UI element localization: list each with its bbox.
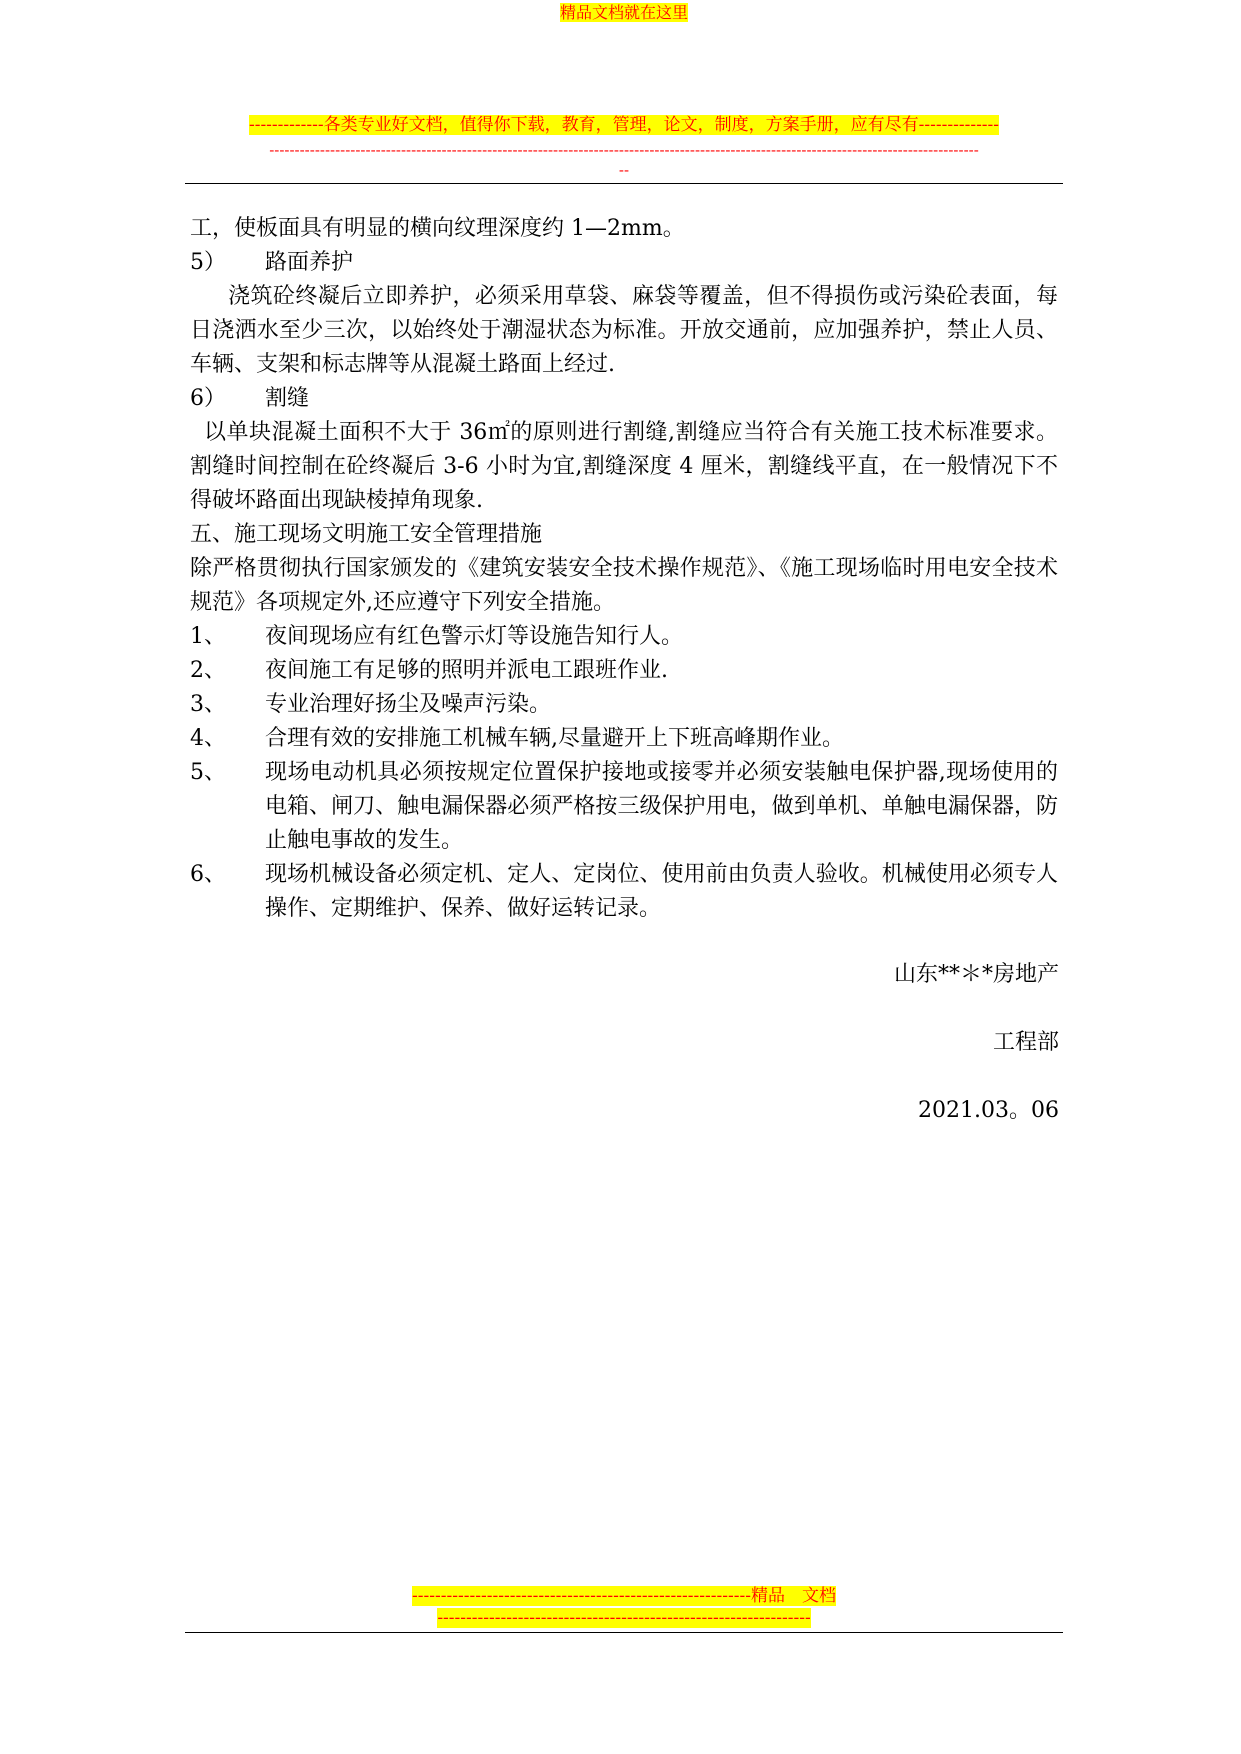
list-number: 4、 xyxy=(190,726,226,751)
list-text: 合理有效的安排施工机械车辆,尽量避开上下班高峰期作业。 xyxy=(265,726,844,751)
list-text: 现场电动机具必须按规定位置保护接地或接零并必须安装触电保护器,现场使用的电箱、闸刀、触电漏保器必须严格按三级保护用电，做到单机、单触电漏保器，防止触电事故的发生。 xyxy=(265,760,1058,853)
heading-cutting xyxy=(190,382,1058,416)
paragraph-curing: 浇筑砼终凝后立即养护，必须采用草袋、麻袋等覆盖，但不得损伤或污染砼表面，每日浇洒水至少三次，以始终处于潮湿状态为标准。开放交通前，应加强养护，禁止人员、车辆、支架和标志牌等从混凝土路面上经过. xyxy=(190,284,1058,377)
header-dash-line-1: -------------------------------------------------------------------------------------------------------------------------------------------- xyxy=(269,141,979,159)
list-number: 6、 xyxy=(190,862,226,887)
list-item xyxy=(190,722,1058,756)
list-item xyxy=(190,688,1058,722)
document-body xyxy=(190,212,1058,926)
heading-text: 路面养护 xyxy=(265,250,354,275)
footer-rule xyxy=(185,1632,1063,1633)
list-number: 3、 xyxy=(190,692,226,717)
list-number: 1、 xyxy=(190,624,226,649)
list-number: 5、 xyxy=(190,760,226,785)
heading-number: 5） xyxy=(190,250,226,275)
header-slogan: -------------各类专业好文档，值得你下载，教育，管理，论文，制度，方案手册，应有尽有-------------- xyxy=(248,115,1000,135)
footer-line-2: ----------------------------------------------------------------- xyxy=(437,1608,811,1628)
signature-company: 山东**＊*房地产 xyxy=(893,962,1059,987)
list-item xyxy=(190,756,1058,858)
list-item xyxy=(190,620,1058,654)
list-text: 夜间施工有足够的照明并派电工跟班作业. xyxy=(265,658,668,683)
signature-department: 工程部 xyxy=(992,1030,1059,1055)
list-text: 夜间现场应有红色警示灯等设施告知行人。 xyxy=(265,624,684,649)
signature-date: 2021.03。06 xyxy=(918,1098,1059,1123)
list-text: 现场机械设备必须定机、定人、定岗位、使用前由负责人验收。机械使用必须专人操作、定期维护、保养、做好运转记录。 xyxy=(265,862,1058,921)
paragraph-cutting: 以单块混凝土面积不大于 36㎡的原则进行割缝,割缝应当符合有关施工技术标准要求。割缝时间控制在砼终凝后 3-6 小时为宜,割缝深度 4 厘米，割缝线平直，在一般情况下不得破坏路面出现缺棱掉角现象. xyxy=(190,420,1058,513)
paragraph-continued: 工，使板面具有明显的横向纹理深度约 1—2mm。 xyxy=(190,216,685,241)
signature-block xyxy=(894,958,1059,1162)
heading-text: 割缝 xyxy=(265,386,310,411)
heading-curing xyxy=(190,246,1058,280)
paragraph-intro: 除严格贯彻执行国家颁发的《建筑安装安全技术操作规范》、《施工现场临时用电安全技术规范》各项规定外,还应遵守下列安全措施。 xyxy=(190,556,1058,615)
footer-line-1: -----------------------------------------------------------精品 文档 xyxy=(412,1586,836,1606)
list-item xyxy=(190,654,1058,688)
heading-number: 6） xyxy=(190,386,226,411)
list-item xyxy=(190,858,1058,926)
list-text: 专业治理好扬尘及噪声污染。 xyxy=(265,692,552,717)
section-title: 五、施工现场文明施工安全管理措施 xyxy=(190,522,543,547)
header-dash-line-2: -- xyxy=(618,161,630,179)
list-number: 2、 xyxy=(190,658,226,683)
header-title: 精品文档就在这里 xyxy=(559,3,688,22)
header-rule xyxy=(185,183,1063,184)
